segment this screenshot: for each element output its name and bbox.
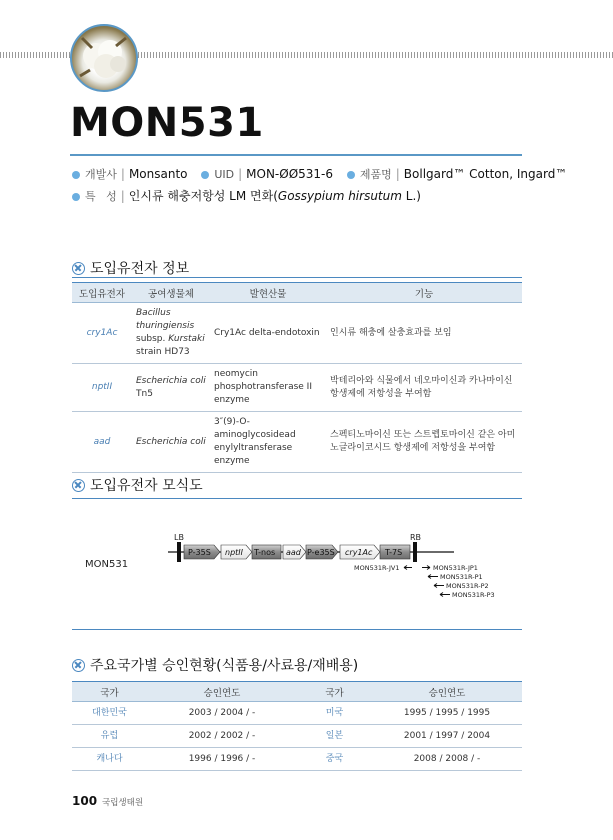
- primer-label: MON531R-P3: [452, 591, 495, 599]
- aad-label: aad: [286, 548, 301, 557]
- footer-org: 국립생태원: [102, 798, 144, 808]
- year-cell: 1995 / 1995 / 1995: [372, 702, 522, 725]
- col-header: 승인연도: [372, 682, 522, 702]
- col-header: 발현산물: [210, 283, 326, 303]
- product-cell: Cry1Ac delta-endotoxin: [210, 303, 326, 364]
- gene-name: cry1Ac: [72, 303, 132, 364]
- section-icon: [72, 659, 85, 672]
- nptii-label: nptII: [225, 548, 244, 557]
- country-cell: 캐나다: [72, 748, 147, 771]
- country-cell: 유럽: [72, 725, 147, 748]
- gene-name: aad: [72, 412, 132, 473]
- cry1ac-label: cry1Ac: [345, 548, 373, 557]
- primer-label: MON531R-P2: [446, 582, 489, 590]
- donor-organism: Bacillus thuringiensis: [136, 308, 195, 331]
- col-header: 국가: [297, 682, 372, 702]
- function-cell: 박테리아와 식물에서 네오마이신과 카나마이신 항생제에 저항성을 부여함: [326, 364, 522, 412]
- col-header: 도입유전자: [72, 283, 132, 303]
- country-cell: 대한민국: [72, 702, 147, 725]
- trait-label: 특 성: [85, 190, 117, 203]
- country-cell: 미국: [297, 702, 372, 725]
- right-border-bar: [413, 542, 417, 562]
- col-header: 기능: [326, 283, 522, 303]
- donor-strain: Tn5: [136, 388, 153, 399]
- event-label: MON531: [85, 559, 129, 570]
- product-value: Bollgard™ Cotton, Ingard™: [403, 167, 568, 181]
- info-line-2: 특 성 | 인시류 해충저항성 LM 면화(Gossypium hirsutum L.): [72, 187, 421, 204]
- page-title: MON531: [70, 100, 264, 146]
- trait-suffix: L.): [401, 189, 421, 203]
- primer-arrow-icon: [428, 575, 438, 579]
- donor-strain: strain HD73: [136, 347, 190, 357]
- p35s-label: P-35S: [188, 548, 211, 557]
- approval-table: [72, 681, 522, 771]
- table-row: [72, 702, 522, 725]
- product-cell: neomycin phosphotransferase II enzyme: [210, 364, 326, 412]
- year-cell: 2002 / 2002 / -: [147, 725, 297, 748]
- product-label: 제품명: [359, 168, 392, 181]
- donor-organism: Escherichia coli: [136, 375, 206, 386]
- table-row: [72, 725, 522, 748]
- col-header: 공여생물체: [132, 283, 210, 303]
- function-cell: 스펙티노마이신 또는 스트렙토마이신 같은 아미노글라이코시드 항생제에 저항성을 부여함: [326, 412, 522, 473]
- donor-subsp: subsp.: [136, 334, 169, 344]
- approval-section-title: 주요국가별 승인현황(식품용/사료용/재배용): [90, 658, 359, 674]
- info-line-1: 개발사 | Monsanto UID | MON-ØØ531-6 제품명 | Bollgard™ Cotton, Ingard™: [72, 166, 567, 182]
- rb-label: RB: [410, 533, 422, 542]
- country-cell: 일본: [297, 725, 372, 748]
- gene-name: nptII: [72, 364, 132, 412]
- page-number: 100: [72, 794, 98, 808]
- developer-value: Monsanto: [128, 167, 188, 181]
- primer-arrow-icon: [440, 593, 450, 597]
- lb-label: LB: [174, 533, 184, 542]
- table-row: [72, 748, 522, 771]
- year-cell: 1996 / 1996 / -: [147, 748, 297, 771]
- t7s-label: T-7S: [385, 548, 403, 557]
- primer-arrow-icon: [404, 566, 412, 570]
- tnos-label: T-nos: [254, 548, 276, 557]
- primer-label: MON531R-JV1: [354, 564, 400, 572]
- year-cell: 2003 / 2004 / -: [147, 702, 297, 725]
- trait-prefix: 인시류 해충저항성 LM 면화(: [128, 189, 278, 203]
- trait-species: Gossypium hirsutum: [277, 189, 402, 203]
- approval-section-heading: [72, 655, 358, 675]
- left-border-bar: [177, 542, 181, 562]
- donor-organism: Escherichia coli: [132, 412, 210, 473]
- uid-value: MON-ØØ531-6: [246, 167, 334, 181]
- donor-subsp-name: Kurstaki: [168, 334, 205, 344]
- col-header: 국가: [72, 682, 147, 702]
- pe35s-label: P-e35S: [307, 548, 335, 557]
- function-cell: 인시류 해충에 살충효과를 보임: [326, 303, 522, 364]
- primer-arrow-icon: [422, 566, 430, 570]
- country-cell: 중국: [297, 748, 372, 771]
- product-cell: 3″(9)-O-aminoglycosidead enylyltransferase enzyme: [210, 412, 326, 473]
- primer-arrow-icon: [434, 584, 444, 588]
- developer-label: 개발사: [85, 168, 117, 181]
- gene-section-title: 도입유전자 정보: [90, 261, 190, 277]
- uid-label: UID: [214, 168, 235, 181]
- primer-label: MON531R-JP1: [433, 564, 478, 572]
- year-cell: 2001 / 1997 / 2004: [372, 725, 522, 748]
- col-header: 승인연도: [147, 682, 297, 702]
- map-section-title: 도입유전자 모식도: [90, 478, 203, 494]
- year-cell: 2008 / 2008 / -: [372, 748, 522, 771]
- primer-label: MON531R-P1: [440, 573, 483, 581]
- table-header-row: [72, 682, 522, 702]
